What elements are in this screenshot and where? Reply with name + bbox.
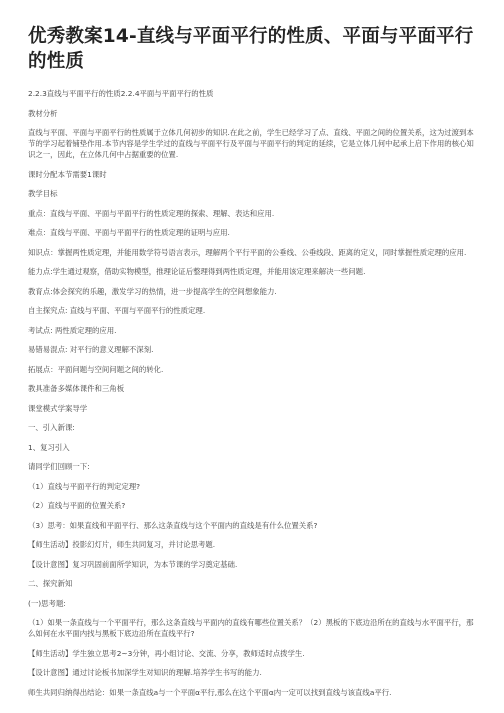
paragraph: 教具准备多媒体课件和三角板 — [28, 384, 125, 393]
paragraph: 师生共同归纳得出结论：如果一条直线a与一个平面α平行,那么在这个平面α内一定可以找到直线与该直线a平行. — [28, 687, 392, 697]
paragraph: 拓展点：平面问题与空间问题之间的转化. — [28, 364, 164, 374]
paragraph: 直线与平面、平面与平面平行的性质属于立体几何初步的知识.在此之前，学生已经学习了点、直线、平面之间的位置关系，这为过渡到本节的学习起着铺垫作用.本节内容是学生学过的直线与平面平行及平面与平面平行的判定的延续，它是立体几何中起承上启下作用的核心知识之一，因此，在立体几何中占据重要的位置. — [28, 128, 474, 159]
paragraph: （2）直线与平面的位置关系? — [28, 501, 126, 510]
paragraph: 自主探究点: 直线与平面、平面与平面平行的性质定理. — [28, 306, 206, 315]
paragraph: 教育点:体会探究的乐趣，激发学习的热情，进一步提高学生的空间想象能力. — [28, 286, 277, 296]
paragraph: 课时分配本节需要1课时 — [28, 169, 107, 179]
paragraph: （3）思考：如果直线和平面平行、那么这条直线与这个平面内的直线是有什么位置关系? — [28, 520, 318, 530]
paragraph: 1、复习引入 — [28, 442, 70, 452]
paragraph: 难点：直线与平面、平面与平面平行的性质定理的证明与应用. — [28, 228, 230, 237]
document-body — [28, 88, 478, 698]
paragraph: 2.2.3直线与平面平行的性质2.2.4平面与平面平行的性质 — [28, 89, 214, 98]
paragraph: 知识点：掌握两性质定理，并能用数学符号语言表示，理解两个平行平面的公垂线、公垂线段、距离的定义，同时掌握性质定理的应用. — [28, 247, 467, 257]
paragraph: 一、引入新课: — [28, 423, 75, 432]
document-title: 优秀教案14-直线与平面平行的性质、平面与平面平行的性质 — [28, 26, 474, 72]
paragraph: 课堂模式学案导学 — [28, 403, 88, 413]
paragraph: （1）直线与平面平行的判定定理? — [28, 481, 141, 491]
paragraph: (一)思考题: — [28, 598, 66, 608]
paragraph: 【师生活动】学生独立思考2~3分钟，再小组讨论、交流、分享，教师适时点拨学生. — [28, 648, 305, 658]
paragraph: 教学目标 — [28, 189, 58, 198]
paragraph: 易错易混点: 对平行的意义理解不深刻. — [28, 345, 154, 354]
paragraph: 能力点:学生通过观察，借助实物模型，推理论证后整理得到两性质定理，并能用该定理来解决一些问题. — [28, 267, 366, 276]
paragraph: 【设计意图】复习巩固前面所学知识，为本节课的学习奠定基础. — [28, 559, 238, 569]
paragraph: （1）如果一条直线与一个平面平行，那么这条直线与平面内的直线有哪些位置关系？（2）黑板的下底边沿所在的直线与水平面平行，那么如何在水平面内找与黑板下底边沿所在直线平行? — [28, 618, 474, 638]
paragraph: 【师生活动】投影幻灯片，师生共同复习，并讨论思考题. — [28, 540, 216, 549]
paragraph: 教材分析 — [28, 108, 58, 118]
paragraph: 请同学们回顾一下: — [28, 462, 90, 471]
paragraph: 二、探究新知 — [28, 579, 73, 588]
paragraph: 【设计意图】通过讨论板书加深学生对知识的理解.培养学生书写的能力. — [28, 668, 262, 677]
paragraph: 考试点: 两性质定理的应用. — [28, 325, 117, 335]
paragraph: 重点：直线与平面、平面与平面平行的性质定理的探索、理解、表达和应用. — [28, 208, 275, 218]
